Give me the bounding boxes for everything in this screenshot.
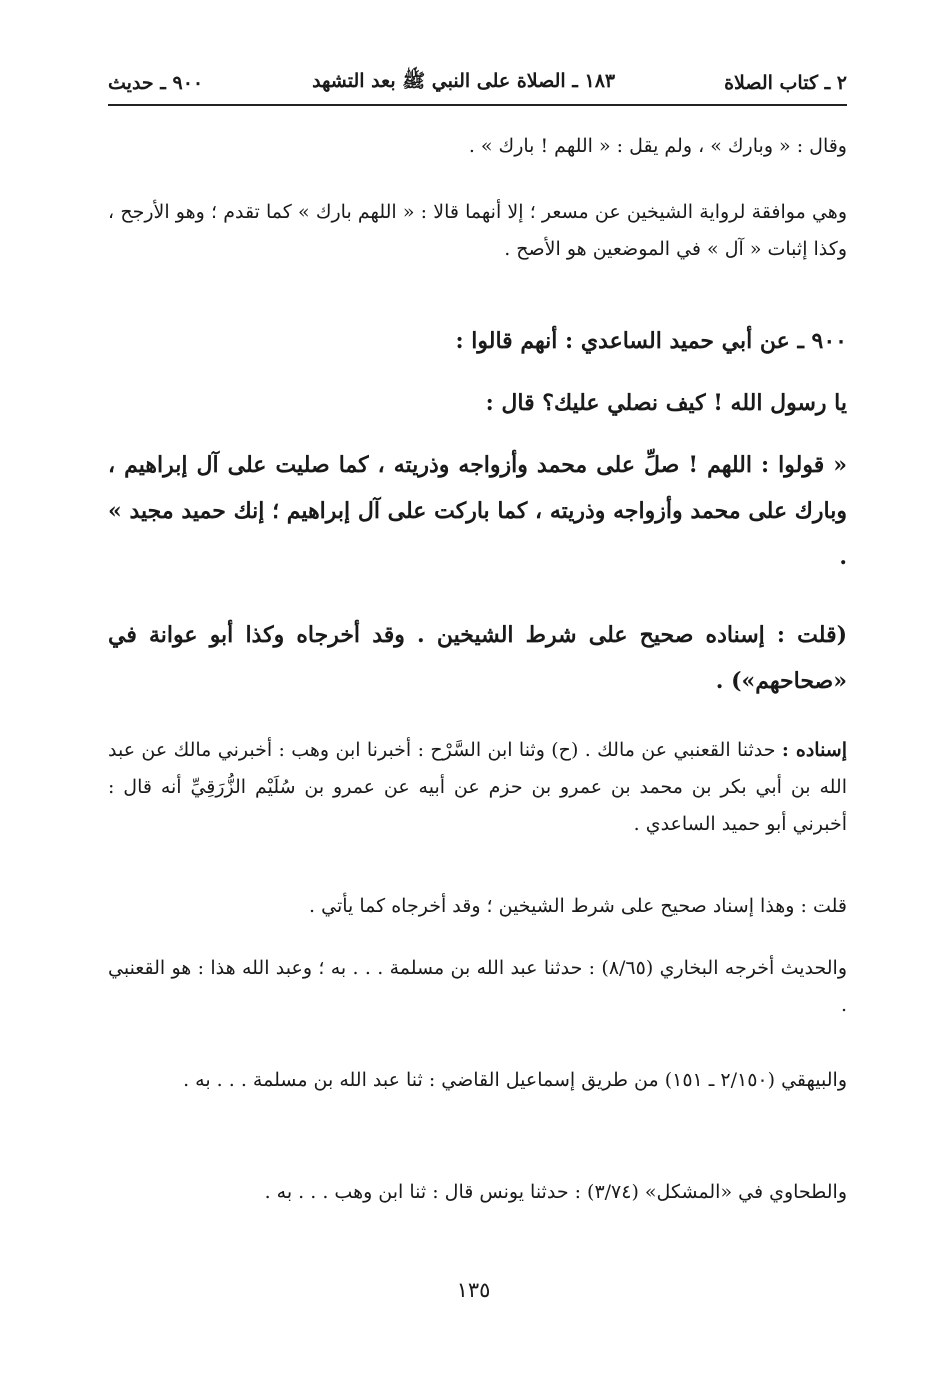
isnad-text: حدثنا القعنبي عن مالك . (ح) وثنا ابن السَّرْح : أخبرنا ابن وهب : أخبرني مالك عن عبد الله بن أبي بكر بن محمد بن عمرو بن حزم عن أبيه عن عمرو بن سُلَيْم الزُّرَقِيِّ أنه قال : أخبرني أبو حميد الساعدي . [108,739,847,835]
hadith-text: « قولوا : اللهم ! صلِّ على محمد وأزواجه وذريته ، كما صليت على آل إبراهيم ، وبارك على محمد وأزواجه وذريته ، كما باركت على آل إبراهيم ؛ إنك حميد مجيد » . [108,452,847,570]
hadith-heading: ٩٠٠ ـ عن أبي حميد الساعدي : أنهم قالوا : [455,328,847,354]
paragraph-muwafaqa: وهي موافقة لرواية الشيخين عن مسعر ؛ إلا أنهما قالا : « اللهم بارك » كما تقدم ؛ وهو الأرجح ، وكذا إثبات « آل » في الموضعين هو الأصح . [108,201,847,260]
paragraph-bukhari: والحديث أخرجه البخاري (٨/٦٥) : حدثنا عبد الله بن مسلمة . . . به ؛ وعبد الله هذا : هو القعنبي . [108,957,847,1016]
running-header [108,66,847,100]
header-divider [108,104,847,106]
header-hadith-ref: ٩٠٠ ـ حديث [108,72,204,94]
hadith-question: يا رسول الله ! كيف نصلي عليك؟ قال : [485,390,847,416]
paragraph-qult-2: قلت : وهذا إسناد صحيح على شرط الشيخين ؛ وقد أخرجاه كما يأتي . [309,895,847,917]
isnad-paragraph [108,732,847,843]
paragraph-bayhaqi: والبيهقي (٢/١٥٠ ـ ١٥١) من طريق إسماعيل القاضي : ثنا عبد الله بن مسلمة . . . به . [183,1069,847,1091]
header-chapter: ٢ ـ كتاب الصلاة [724,72,847,94]
page-number: ١٣٥ [456,1278,491,1302]
paragraph-qala: وقال : « وبارك » ، ولم يقل : « اللهم ! بارك » . [468,135,847,157]
paragraph-tahawi: والطحاوي في «المشكل» (٣/٧٤) : حدثنا يونس قال : ثنا ابن وهب . . . به . [264,1181,847,1203]
qult-grading: (قلت : إسناده صحيح على شرط الشيخين . وقد أخرجاه وكذا أبو عوانة في «صحاحهم») . [108,622,847,694]
header-section: ١٨٣ ـ الصلاة على النبي ﷺ بعد التشهد [312,70,616,92]
isnad-label: إسناده : [781,739,848,761]
